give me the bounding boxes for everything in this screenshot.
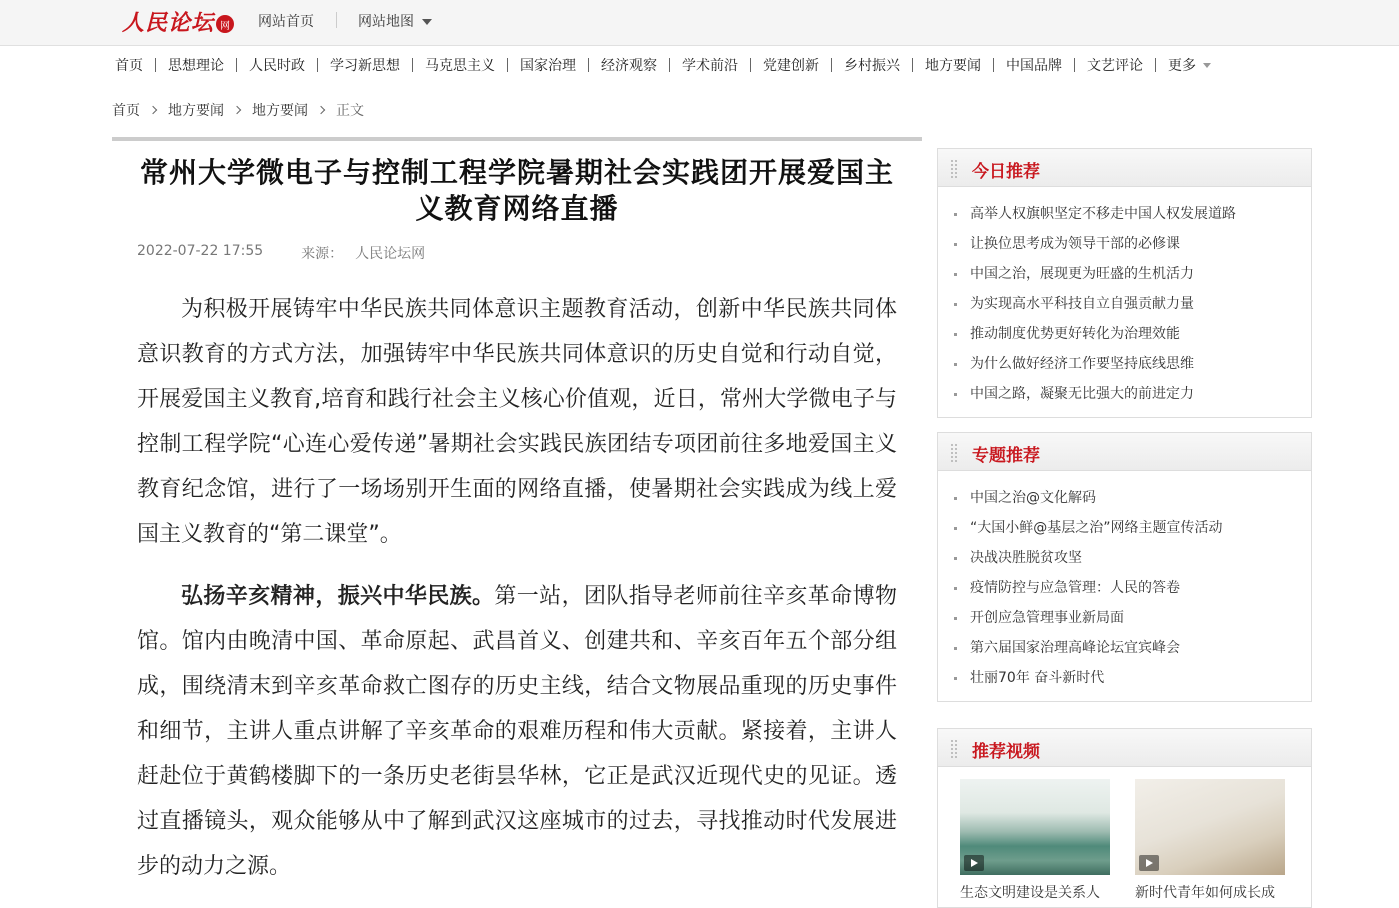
nav-divider bbox=[236, 58, 237, 72]
bullet-icon bbox=[954, 303, 957, 306]
list-item-link[interactable]: 决战决胜脱贫攻坚 bbox=[970, 550, 1082, 566]
list-item-link[interactable]: 第六届国家治理高峰论坛宜宾峰会 bbox=[970, 640, 1180, 656]
nav-divider bbox=[993, 58, 994, 72]
list-item[interactable] bbox=[954, 319, 1311, 349]
nav-item[interactable]: 国家治理 bbox=[520, 58, 576, 74]
bullet-icon bbox=[954, 677, 957, 680]
list-item-link[interactable]: “大国小鲜@基层之治”网络主题宣传活动 bbox=[970, 520, 1223, 536]
bullet-icon bbox=[954, 617, 957, 620]
box-header bbox=[938, 433, 1311, 471]
box-header bbox=[938, 729, 1311, 767]
nav-item[interactable]: 经济观察 bbox=[601, 58, 657, 74]
article-date: 2022-07-22 17:55 bbox=[137, 243, 264, 259]
list-item-link[interactable]: 疫情防控与应急管理：人民的答卷 bbox=[970, 580, 1180, 596]
nav-divider bbox=[1074, 58, 1075, 72]
nav-item[interactable]: 学习新思想 bbox=[330, 58, 400, 74]
list-item-link[interactable]: 开创应急管理事业新局面 bbox=[970, 610, 1124, 626]
article-title: 常州大学微电子与控制工程学院暑期社会实践团开展爱国主义教育网络直播 bbox=[139, 156, 894, 225]
nav-item[interactable]: 学术前沿 bbox=[682, 58, 738, 74]
list-item[interactable] bbox=[954, 543, 1311, 573]
list-item-link[interactable]: 中国之治@文化解码 bbox=[970, 490, 1096, 506]
breadcrumb-local-news[interactable]: 地方要闻 bbox=[168, 103, 224, 119]
paragraph: 为积极开展铸牢中华民族共同体意识主题教育活动，创新中华民族共同体意识教育的方式方法，加强铸牢中华民族共同体意识的历史自觉和行动自觉，开展爱国主义教育,培育和践行社会主义核心价值观，近日，常州大学微电子与控制工程学院“心连心爱传递”暑期社会实践民族团结专项团前往多地爱国主义教育纪念馆，进行了一场场别开生面的网络直播，使暑期社会实践成为线上爱国主义教育的“第二课堂”。 bbox=[137, 297, 897, 547]
paragraph-lead: 弘扬辛亥精神，振兴中华民族。 bbox=[181, 584, 495, 609]
nav-item[interactable]: 思想理论 bbox=[168, 58, 224, 74]
grip-dots-icon bbox=[950, 443, 958, 463]
video-caption: 生态文明建设是关系人 bbox=[960, 885, 1100, 901]
article-source[interactable]: 人民论坛网 bbox=[355, 246, 426, 262]
nav-item[interactable]: 人民时政 bbox=[249, 58, 305, 74]
chevron-right-icon bbox=[149, 106, 157, 114]
list-item-link[interactable]: 推动制度优势更好转化为治理效能 bbox=[970, 326, 1180, 342]
nav-item[interactable]: 地方要闻 bbox=[925, 58, 981, 74]
video-card[interactable] bbox=[960, 779, 1110, 903]
today-recommend-box bbox=[937, 148, 1312, 418]
play-icon bbox=[964, 855, 984, 871]
today-list bbox=[938, 187, 1311, 417]
video-caption: 新时代青年如何成长成 bbox=[1135, 885, 1275, 901]
video-list bbox=[938, 767, 1311, 907]
article bbox=[112, 137, 922, 897]
breadcrumb-local-news-sub[interactable]: 地方要闻 bbox=[252, 103, 308, 119]
article-meta bbox=[137, 243, 425, 263]
logo-badge: 网 bbox=[216, 15, 234, 33]
list-item[interactable] bbox=[954, 663, 1311, 693]
bullet-icon bbox=[954, 273, 957, 276]
nav-divider bbox=[912, 58, 913, 72]
bullet-icon bbox=[954, 587, 957, 590]
nav-divider bbox=[507, 58, 508, 72]
list-item[interactable] bbox=[954, 259, 1311, 289]
bullet-icon bbox=[954, 557, 957, 560]
top-bar bbox=[0, 0, 1399, 46]
video-card[interactable] bbox=[1135, 779, 1285, 903]
list-item-link[interactable]: 中国之治，展现更为旺盛的生机活力 bbox=[970, 266, 1194, 282]
bullet-icon bbox=[954, 243, 957, 246]
bullet-icon bbox=[954, 527, 957, 530]
breadcrumb bbox=[112, 100, 364, 120]
nav-item[interactable]: 马克思主义 bbox=[425, 58, 495, 74]
bullet-icon bbox=[954, 647, 957, 650]
list-item[interactable] bbox=[954, 199, 1311, 229]
topic-recommend-box bbox=[937, 432, 1312, 702]
chevron-down-icon bbox=[422, 19, 432, 25]
nav-more-dropdown[interactable]: 更多 bbox=[1168, 58, 1196, 74]
list-item[interactable] bbox=[954, 603, 1311, 633]
list-item[interactable] bbox=[954, 379, 1311, 409]
box-title: 今日推荐 bbox=[972, 162, 1040, 182]
nav-divider bbox=[317, 58, 318, 72]
nav-divider bbox=[669, 58, 670, 72]
divider bbox=[336, 12, 337, 28]
sitemap-dropdown[interactable] bbox=[358, 11, 432, 31]
nav-divider bbox=[1155, 58, 1156, 72]
list-item-link[interactable]: 壮丽70年 奋斗新时代 bbox=[970, 670, 1105, 686]
grip-dots-icon bbox=[950, 739, 958, 759]
nav-item[interactable]: 党建创新 bbox=[763, 58, 819, 74]
list-item[interactable] bbox=[954, 349, 1311, 379]
box-title: 专题推荐 bbox=[972, 446, 1040, 466]
play-icon bbox=[1139, 855, 1159, 871]
list-item-link[interactable]: 中国之路，凝聚无比强大的前进定力 bbox=[970, 386, 1194, 402]
nav-item[interactable]: 乡村振兴 bbox=[844, 58, 900, 74]
nav-divider bbox=[588, 58, 589, 72]
bullet-icon bbox=[954, 333, 957, 336]
nav-divider bbox=[412, 58, 413, 72]
video-thumbnail bbox=[1135, 779, 1285, 875]
source-label: 来源： bbox=[301, 246, 344, 262]
paragraph bbox=[137, 574, 897, 889]
topic-list bbox=[938, 471, 1311, 701]
grip-dots-icon bbox=[950, 159, 958, 179]
chevron-right-icon bbox=[233, 106, 241, 114]
main-nav bbox=[115, 54, 1211, 76]
paragraph-text: 第一站，团队指导老师前往辛亥革命博物馆。馆内由晚清中国、革命原起、武昌首义、创建共和、辛亥百年五个部分组成，围绕清末到辛亥革命救亡图存的历史主线，结合文物展品重现的历史事件和细节，主讲人重点讲解了辛亥革命的艰难历程和伟大贡献。紧接着，主讲人赶赴位于黄鹤楼脚下的一条历史老街昙华林，它正是武汉近现代史的见证。透过直播镜头，观众能够从中了解到武汉这座城市的过去，寻找推动时代发展进步的动力之源。 bbox=[137, 584, 897, 879]
video-thumbnail bbox=[960, 779, 1110, 875]
chevron-right-icon bbox=[317, 106, 325, 114]
box-title: 推荐视频 bbox=[972, 742, 1040, 762]
list-item-link[interactable]: 为实现高水平科技自立自强贡献力量 bbox=[970, 296, 1194, 312]
sitemap-label: 网站地图 bbox=[358, 14, 414, 30]
list-item[interactable] bbox=[954, 229, 1311, 259]
site-logo[interactable] bbox=[122, 6, 234, 36]
nav-item[interactable]: 中国品牌 bbox=[1006, 58, 1062, 74]
video-recommend-box bbox=[937, 728, 1312, 908]
list-item-link[interactable]: 让换位思考成为领导干部的必修课 bbox=[970, 236, 1180, 252]
chevron-down-icon bbox=[1203, 63, 1211, 68]
list-item-link[interactable]: 为什么做好经济工作要坚持底线思维 bbox=[970, 356, 1194, 372]
bullet-icon bbox=[954, 497, 957, 500]
site-home-link[interactable]: 网站首页 bbox=[258, 14, 314, 30]
bullet-icon bbox=[954, 213, 957, 216]
nav-divider bbox=[750, 58, 751, 72]
list-item[interactable] bbox=[954, 513, 1311, 543]
list-item[interactable] bbox=[954, 573, 1311, 603]
nav-item[interactable]: 文艺评论 bbox=[1087, 58, 1143, 74]
breadcrumb-current: 正文 bbox=[336, 103, 364, 119]
list-item[interactable] bbox=[954, 289, 1311, 319]
bullet-icon bbox=[954, 393, 957, 396]
list-item[interactable] bbox=[954, 633, 1311, 663]
box-header bbox=[938, 149, 1311, 187]
nav-divider bbox=[831, 58, 832, 72]
bullet-icon bbox=[954, 363, 957, 366]
logo-text: 人民论坛 bbox=[122, 9, 215, 36]
nav-item[interactable]: 首页 bbox=[115, 58, 143, 74]
list-item[interactable] bbox=[954, 483, 1311, 513]
breadcrumb-home[interactable]: 首页 bbox=[112, 103, 140, 119]
article-body bbox=[137, 287, 897, 897]
nav-divider bbox=[155, 58, 156, 72]
list-item-link[interactable]: 高举人权旗帜坚定不移走中国人权发展道路 bbox=[970, 206, 1236, 222]
